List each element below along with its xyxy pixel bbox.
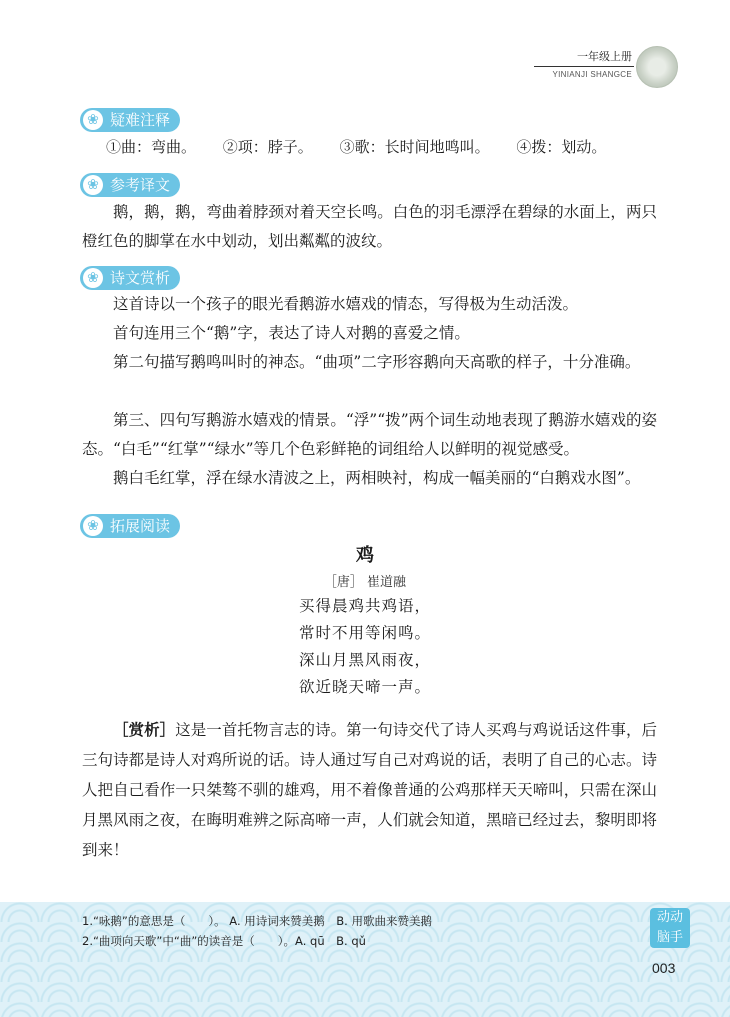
analysis-paragraph: 第二句描写鹅鸣叫时的神态。“曲项”二字形容鹅向天高歌的样子，十分准确。 <box>113 353 641 371</box>
quiz-question-2: 2.“曲项向天歌”中“曲”的读音是（ ）。A. qū B. qǔ <box>82 934 366 948</box>
poem-line: 欲近晓天啼一声。 <box>298 678 431 696</box>
think-badge <box>650 908 690 948</box>
flower-icon: ❀ <box>83 268 103 288</box>
translation-paragraph: 鹅，鹅，鹅，弯曲着脖颈对着天空长鸣。白色的羽毛漂浮在碧绿的水面上，两只橙红色的脚掌在水中划动，划出粼粼的波纹。 <box>82 203 657 250</box>
flower-icon: ❀ <box>83 516 103 536</box>
appreciation-text: 这是一首托物言志的诗。第一句诗交代了诗人买鸡与鸡说话这件事，后三句诗都是诗人对鸡所说的话。诗人通过写自己对鸡说的话，表明了自己的心志。诗人把自己看作一只桀骜不驯的雄鸡，用不着像普通的公鸡那样天天啼叫，只需在深山月黑风雨之夜，在晦明难辨之际高啼一声，人们就会知道，黑暗已经过去，黎明即将到来！ <box>82 721 657 859</box>
grade-pinyin: YINIANJI SHANGCE <box>552 70 632 79</box>
flower-icon: ❀ <box>83 110 103 130</box>
quiz-question-1: 1.“咏鹅”的意思是（ ）。 A. 用诗词来赞美鹅 B. 用歌曲来赞美鹅 <box>82 914 432 928</box>
appreciation-paragraph <box>82 715 657 865</box>
badge-line: 动动 <box>656 910 683 925</box>
poem-line: 买得晨鸡共鸡语， <box>298 597 431 615</box>
flower-icon: ❀ <box>83 175 103 195</box>
translation-section-title: ❀ 参考译文 <box>80 173 180 197</box>
note-item: ①曲：弯曲。 <box>106 138 197 156</box>
page-number: 003 <box>652 960 676 976</box>
badge-line: 脑手 <box>656 930 683 945</box>
extended-section-title: ❀ 拓展阅读 <box>80 514 180 538</box>
note-item: ③歌：长时间地鸣叫。 <box>339 138 490 156</box>
poem-line: 常时不用等闲鸣。 <box>298 624 431 642</box>
decorative-seal-icon <box>636 46 678 88</box>
poem-line: 深山月黑风雨夜， <box>298 651 431 669</box>
header-rule <box>534 66 634 67</box>
analysis-paragraph: 第三、四句写鹅游水嬉戏的情景。“浮”“拨”两个词生动地表现了鹅游水嬉戏的姿态。“白毛”“红掌”“绿水”等几个色彩鲜艳的词组给人以鲜明的视觉感受。 <box>82 411 657 458</box>
note-item: ②项：脖子。 <box>222 138 313 156</box>
page-header <box>528 46 678 90</box>
analysis-section-title: ❀ 诗文赏析 <box>80 266 180 290</box>
appreciation-tag: ［赏析］ <box>113 720 176 739</box>
notes-list <box>106 136 628 157</box>
note-item: ④拨：划动。 <box>516 138 607 156</box>
notes-section-title: ❀ 疑难注释 <box>80 108 180 132</box>
grade-label: 一年级上册 <box>577 50 632 63</box>
poem-author: ［唐］ 崔道融 <box>323 575 407 590</box>
analysis-paragraph: 鹅白毛红掌，浮在绿水清波之上，两相映衬，构成一幅美丽的“白鹅戏水图”。 <box>113 469 641 487</box>
poem-title: 鸡 <box>356 545 374 566</box>
analysis-paragraph: 这首诗以一个孩子的眼光看鹅游水嬉戏的情态，写得极为生动活泼。 <box>113 295 579 313</box>
analysis-paragraph: 首句连用三个“鹅”字，表达了诗人对鹅的喜爱之情。 <box>113 324 470 342</box>
